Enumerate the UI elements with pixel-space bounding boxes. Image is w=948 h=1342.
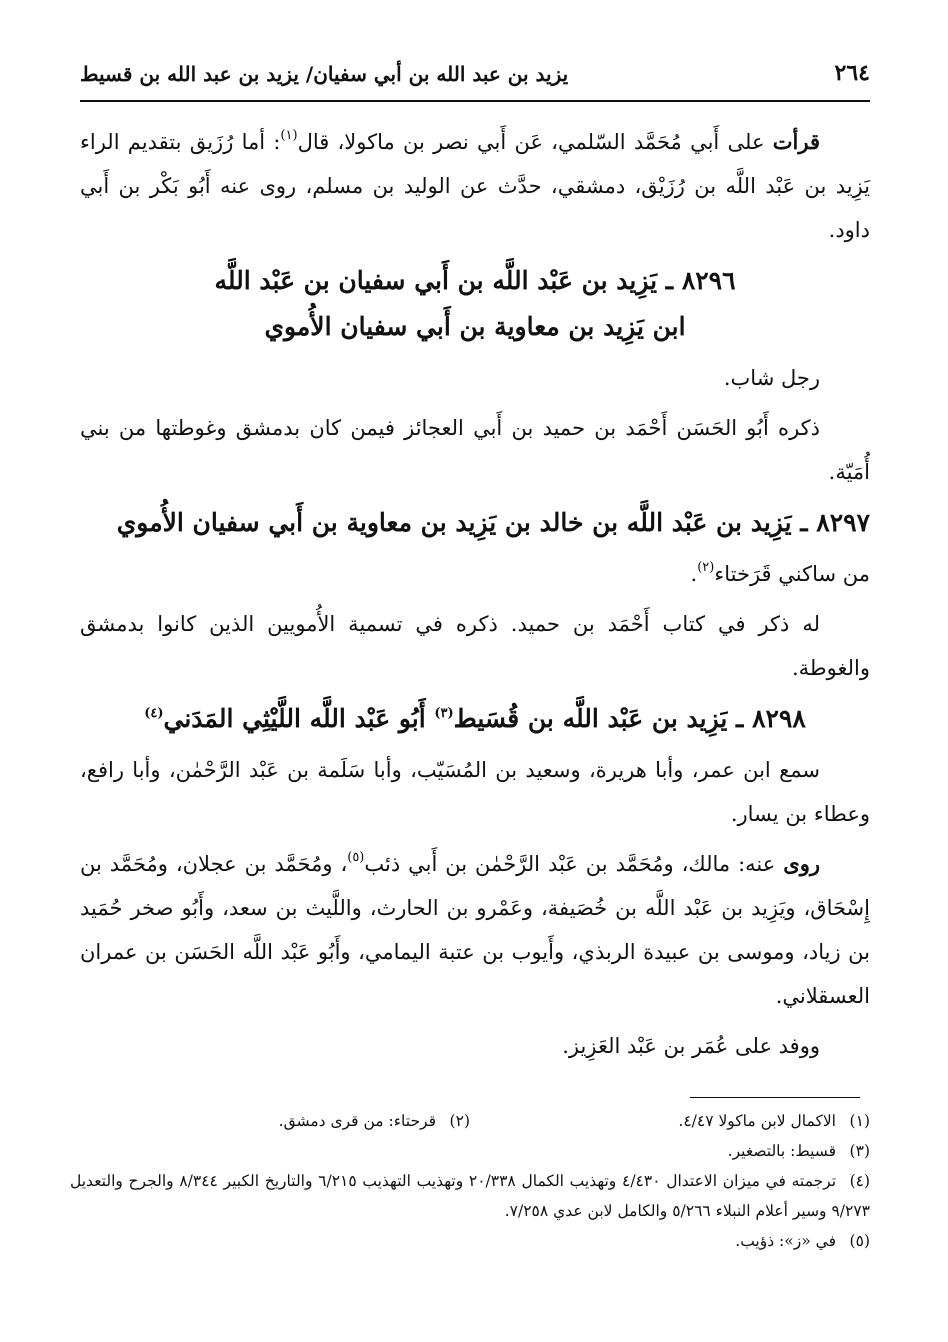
footnote-1-text: الاكمال لابن ماكولا ٤/٤٧.	[678, 1112, 836, 1130]
footnote-4	[70, 1166, 870, 1226]
entry-8298-para2-lead: روى	[783, 851, 820, 876]
entry-8296-line2: ذكره أَبُو الحَسَن أَحْمَد بن حميد بن أَبي العجائز فيمن كان بدمشق وغوطتها من بني أُمَيّة.	[80, 416, 870, 484]
page-header	[80, 60, 870, 86]
entry-8296-title	[80, 258, 870, 350]
opening-paragraph	[80, 120, 870, 252]
entry-8298-para2	[80, 842, 870, 1018]
footnote-3-text: قسيط: بالتصغير.	[727, 1142, 836, 1160]
footnote-5-text: في «ز»: ذؤيب.	[735, 1232, 836, 1250]
entry-8296-title-line2: ابن يَزِيد بن معاوية بن أَبي سفيان الأُموي	[264, 312, 686, 341]
entry-8298-para2-a: عنه: مالك، ومُحَمَّد بن عَبْد الرَّحْمٰن بن أَبي ذئب	[364, 852, 784, 876]
entry-8297-line1	[80, 552, 870, 596]
opening-text-b: : أما رُزَيق بتقديم الراء يَزِيد بن عَبْد اللَّه بن رُزَيْق، دمشقي، حدَّث عن الوليد بن مسلم، روى عنه أَبُو بَكْر بن أَبي داود.	[80, 130, 870, 242]
entry-8298-para1: سمع ابن عمر، وأبا هريرة، وسعيد بن المُسَيّب، وأبا سَلَمة بن عَبْد الرَّحْمٰن، وأبا رافع، وعطاء بن يسار.	[80, 758, 870, 826]
footnote-3-number: (٣)	[849, 1142, 870, 1160]
entry-8298-para3: ووفد على عُمَر بن عَبْد العَزِيز.	[562, 1034, 820, 1058]
footnote-ref-4: (٤)	[144, 706, 164, 721]
footnote-2-text: قرحتاء: من قرى دمشق.	[278, 1112, 436, 1130]
entry-8296-line1: رجل شاب.	[723, 366, 820, 390]
footnote-5	[70, 1226, 870, 1256]
entry-8297-title: ٨٢٩٧ ـ يَزِيد بن عَبْد اللَّه بن خالد بن يَزِيد بن معاوية بن أَبي سفيان الأُموي	[116, 508, 870, 537]
entry-8297-line2: له ذكر في كتاب أَحْمَد بن حميد. ذكره في تسمية الأُمويين الذين كانوا بدمشق والغوطة.	[80, 612, 870, 680]
footnote-5-number: (٥)	[849, 1232, 870, 1250]
footnote-2	[70, 1106, 470, 1136]
footnote-4-number: (٤)	[849, 1172, 871, 1190]
opening-text-a: على أَبي مُحَمَّد السّلمي، عَن أَبي نصر بن ماكولا، قال	[297, 130, 773, 154]
entry-8298-title-a: ٨٢٩٨ ـ يَزِيد بن عَبْد اللَّه بن قُسَيط	[453, 704, 806, 733]
entry-8298-title-b: أَبُو عَبْد اللَّه اللَّيْثِي المَدَني	[163, 704, 435, 733]
footnote-3	[70, 1136, 870, 1166]
entry-8297-line1-text: من ساكني قَرَختاء	[714, 562, 870, 586]
footnote-ref-5: (٥)	[347, 850, 365, 865]
footnote-ref-1: (١)	[280, 128, 298, 143]
footnote-2-number: (٢)	[449, 1112, 470, 1130]
entry-8296-title-line1: ٨٢٩٦ ـ يَزِيد بن عَبْد اللَّه بن أَبي سفيان بن عَبْد اللَّه	[214, 266, 736, 295]
footnote-row-1-2	[70, 1106, 870, 1136]
opening-lead-word: قرأت	[772, 129, 820, 154]
footnote-ref-3: (٣)	[434, 706, 454, 721]
footnotes	[70, 1106, 870, 1256]
running-title: يزيد بن عبد الله بن أبي سفيان/ يزيد بن عبد الله بن قسيط	[80, 62, 569, 86]
entry-8297-line1-end: .	[690, 562, 698, 586]
main-text	[80, 120, 870, 1074]
footnote-rule	[690, 1097, 860, 1098]
entry-8298-title	[80, 696, 870, 742]
entry-8298-para2-b: ، ومُحَمَّد بن عجلان، ومُحَمَّد بن إِسْحَاق، ويَزِيد بن عَبْد اللَّه بن خُصَيفة، وعَمْرو بن الحارث، واللَّيث بن سعد، وأَبُو صخر حُمَيد بن زياد، وموسى بن عبيدة الربذي، وأَيوب بن عتبة اليمامي، وأَبُو عَبْد اللَّه الحَسَن بن عمران العسقلاني.	[80, 852, 870, 1008]
footnote-1-number: (١)	[849, 1112, 870, 1130]
footnote-1	[470, 1106, 870, 1136]
footnote-4-text: ترجمته في ميزان الاعتدال ٤/٤٣٠ وتهذيب الكمال ٢٠/٣٣٨ وتهذيب التهذيب ٦/٢١٥ والتاريخ الكبير ٨/٣٤٤ والجرح والتعديل ٩/٢٧٣ وسير أعلام النبلاء ٥/٢٦٦ والكامل لابن عدي ٧/٢٥٨.	[70, 1172, 870, 1220]
page-number: ٢٦٤	[834, 60, 870, 86]
footnote-ref-2: (٢)	[697, 560, 715, 575]
header-rule	[80, 100, 870, 102]
